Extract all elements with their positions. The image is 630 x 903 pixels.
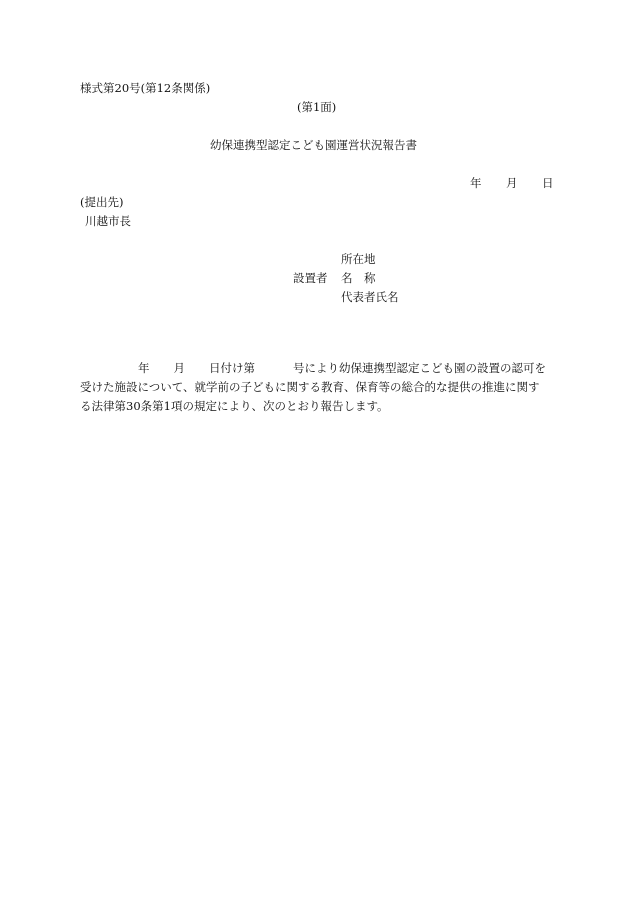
founder-name-label: 名 称: [341, 271, 376, 285]
page-label: (第1面): [297, 100, 337, 114]
date-day: 日: [542, 176, 554, 190]
body-line-3: る法律第30条第1項の規定により、次のとおり報告します。: [80, 399, 389, 413]
body-line-1-rest: 号により幼保連携型認定こども園の設置の認可を: [293, 361, 546, 375]
date-line: [470, 175, 554, 191]
founder-address-label: 所在地: [341, 252, 376, 266]
body-line-1: [80, 359, 552, 378]
founder-label: 設置者: [293, 271, 328, 285]
form-number: 様式第20号(第12条関係): [80, 81, 211, 95]
body-line-2: 受けた施設について、就学前の子どもに関する教育、保育等の総合的な提供の推進に関す: [80, 380, 540, 394]
body-year: 年: [138, 361, 150, 375]
founder-representative-label: 代表者氏名: [341, 290, 399, 304]
date-month: 月: [506, 176, 518, 190]
addressee-label: (提出先): [80, 195, 124, 209]
date-year: 年: [470, 176, 482, 190]
addressee-name: 川越市長: [85, 214, 131, 228]
body-date-suffix: 日付け第: [209, 361, 255, 375]
body-month: 月: [173, 361, 185, 375]
document-title: 幼保連携型認定こども園運営状況報告書: [210, 138, 417, 152]
body-paragraph: [80, 359, 552, 416]
